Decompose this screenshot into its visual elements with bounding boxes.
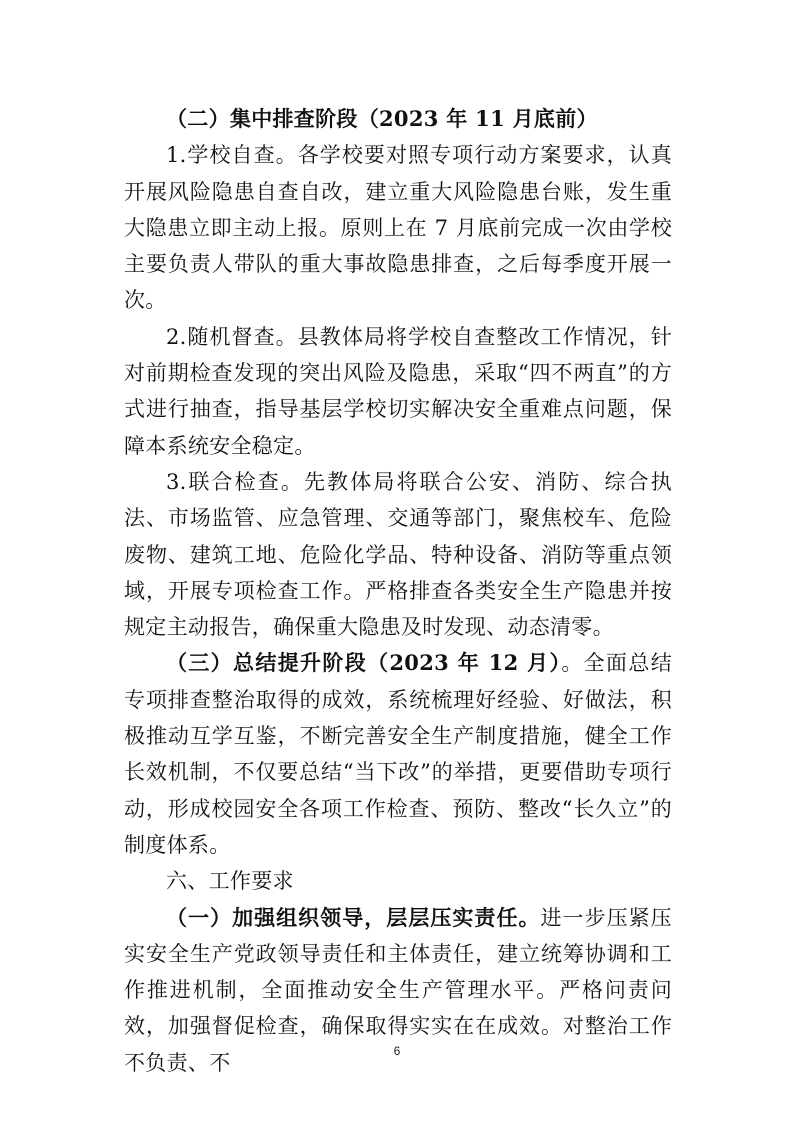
section-3-heading: （三）总结提升阶段（2023 年 12 月） [166,650,562,676]
page-number: 6 [393,1044,401,1058]
requirement-1-heading: （一）加强组织领导，层层压实责任。 [166,904,541,930]
item-2-random-inspection: 2.随机督查。县教体局将学校自查整改工作情况，针对前期检查发现的突出风险及隐患，采取“四不两直”的方式进行抽查，指导基层学校切实解决安全重难点问题，保障本系统安全稳定。 [124,324,672,458]
section-2-heading: （二）集中排查阶段（2023 年 11 月底前） [166,106,598,131]
document-body [124,101,672,1081]
section-3-paragraph [124,645,672,863]
item-3-joint-inspection: 3.联合检查。先教体局将联合公安、消防、综合执法、市场监管、应急管理、交通等部门，聚焦校车、危险废物、建筑工地、危险化学品、特种设备、消防等重点领域，开展专项检查工作。严格排查各类安全生产隐患并按规定主动报告，确保重大隐患及时发现、动态清零。 [124,469,672,640]
section-6-heading: 六、工作要求 [166,869,294,894]
item-1-school-self-check: 1.学校自查。各学校要对照专项行动方案要求，认真开展风险隐患自查自改，建立重大风险隐患台账，发生重大隐患立即主动上报。原则上在 7 月底前完成一次由学校主要负责人带队的重大事故隐患排查，之后每季度开展一次。 [124,143,672,313]
requirement-1-body: 进一步压紧压实安全生产党政领导责任和主体责任，建立统筹协调和工作推进机制，全面推动安全生产管理水平。严格问责问效，加强督促检查，确保取得实实在在成效。对整治工作不负责、不 [124,905,672,1075]
section-3-body: 。全面总结专项排查整治取得的成效，系统梳理好经验、好做法，积极推动互学互鉴，不断完善安全生产制度措施，健全工作长效机制，不仅要总结“当下改”的举措，更要借助专项行动，形成校园安全各项工作检查、预防、整改“长久立”的制度体系。 [124,651,673,857]
